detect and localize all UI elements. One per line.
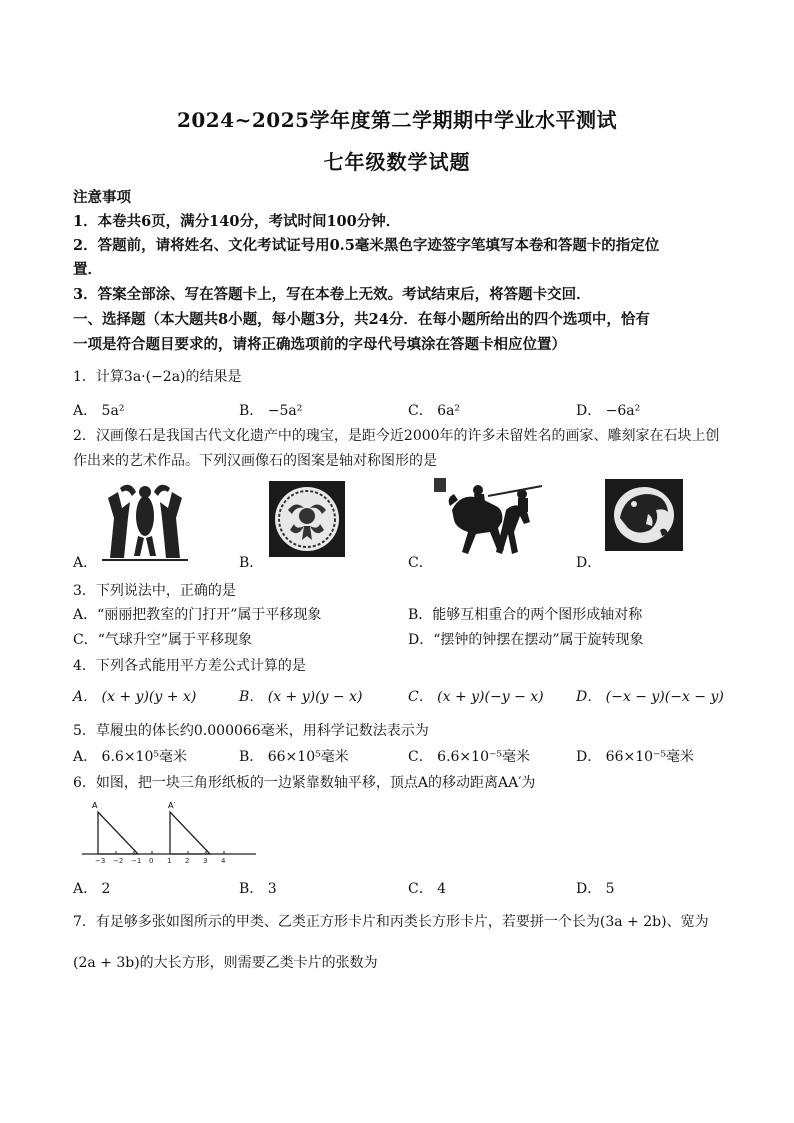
q5-option-b: B． 66×10⁵毫米 (239, 749, 349, 765)
q1-stem: 1．计算3a·(−2a)的结果是 (73, 369, 242, 385)
q3-option-c: C．“气球升空”属于平移现象 (73, 632, 253, 648)
q2-option-a: A． (73, 555, 98, 571)
q7-line-2: (2a + 3b)的大长方形，则需要乙类卡片的张数为 (73, 955, 378, 971)
q2-line-2: 作出来的艺术作品。下列汉画像石的图案是轴对称图形的是 (73, 453, 437, 469)
q2-image-c (432, 476, 550, 572)
q2-option-b: B． (239, 555, 264, 571)
q1-option-a: A． 5a² (73, 403, 125, 419)
q4-option-c: C． (x + y)(−y − x) (408, 689, 544, 705)
q2-line-1: 2．汉画像石是我国古代文化遗产中的瑰宝，是距今近2000年的许多未留姓名的画家、雕刻家在石块上创 (73, 428, 720, 444)
q2-option-d: D． (576, 555, 602, 571)
q4-stem: 4．下列各式能用平方差公式计算的是 (73, 658, 306, 674)
q6-tick-label: 3 (203, 857, 208, 865)
section-1-line-1: 一、选择题（本大题共8小题，每小题3分，共24分．在每小题所给出的四个选项中，恰有 (73, 311, 650, 328)
q6-tick-label: −2 (113, 857, 124, 865)
q6-figure (80, 798, 260, 872)
q5-stem: 5．草履虫的体长约0.000066毫米，用科学记数法表示为 (73, 723, 429, 739)
note-1: 1．本卷共6页，满分140分，考试时间100分钟． (73, 213, 401, 230)
note-3: 3．答案全部涂、写在答题卡上，写在本卷上无效。考试结束后，将答题卡交回． (73, 286, 591, 303)
q5-option-d: D． 66×10⁻⁵毫米 (576, 749, 695, 765)
q4-option-b: B． (x + y)(y − x) (239, 689, 363, 705)
q3-stem: 3．下列说法中，正确的是 (73, 583, 236, 599)
q6-option-b: B． 3 (239, 881, 277, 897)
q3-option-b: B．能够互相重合的两个图形成轴对称 (408, 607, 643, 623)
q1-option-c: C． 6a² (408, 403, 461, 419)
q6-label-a-prime: A′ (168, 801, 176, 810)
note-2-line-2: 置． (73, 261, 102, 278)
q6-option-d: D． 5 (576, 881, 615, 897)
q6-option-c: C． 4 (408, 881, 447, 897)
q6-tick-label: −3 (95, 857, 106, 865)
q6-tick-label: 0 (149, 857, 154, 865)
q6-option-a: A． 2 (73, 881, 111, 897)
exam-title: 2024~2025学年度第二学期期中学业水平测试 (176, 108, 618, 132)
q5-option-c: C． 6.6×10⁻⁵毫米 (408, 749, 530, 765)
exam-subtitle: 七年级数学试题 (323, 150, 471, 174)
q2-image-d (604, 478, 684, 556)
q5-option-a: A． 6.6×10⁵毫米 (73, 749, 187, 765)
q1-option-b: B． −5a² (239, 403, 303, 419)
q3-option-d: D．“摆钟的钟摆在摆动”属于旋转现象 (408, 632, 644, 648)
q6-tick-label: 4 (221, 857, 226, 865)
q3-option-a: A．“丽丽把教室的门打开”属于平移现象 (73, 607, 322, 623)
q7-line-1: 7．有足够多张如图所示的甲类、乙类正方形卡片和丙类长方形卡片，若要拼一个长为(3a + 2b)、宽为 (73, 914, 709, 930)
q2-option-c: C． (408, 555, 433, 571)
q6-tick-label: 2 (185, 857, 190, 865)
q6-label-a: A (92, 801, 98, 810)
q2-image-b (268, 480, 346, 562)
section-1-line-2: 一项是符合题目要求的，请将正确选项前的字母代号填涂在答题卡相应位置） (73, 336, 566, 353)
q6-stem: 6．如图，把一块三角形纸板的一边紧靠数轴平移，顶点A的移动距离AA′为 (73, 775, 536, 791)
q2-image-a (100, 478, 190, 568)
note-2-line-1: 2．答题前，请将姓名、文化考试证号用0.5毫米黑色字迹签字笔填写本卷和答题卡的指定位 (73, 237, 660, 254)
q6-tick-label: −1 (131, 857, 142, 865)
notes-heading: 注意事项 (73, 189, 131, 206)
q6-tick-label: 1 (167, 857, 172, 865)
q1-option-d: D． −6a² (576, 403, 641, 419)
q4-option-d: D． (−x − y)(−x − y) (576, 689, 724, 705)
q4-option-a: A． (x + y)(y + x) (73, 689, 197, 705)
